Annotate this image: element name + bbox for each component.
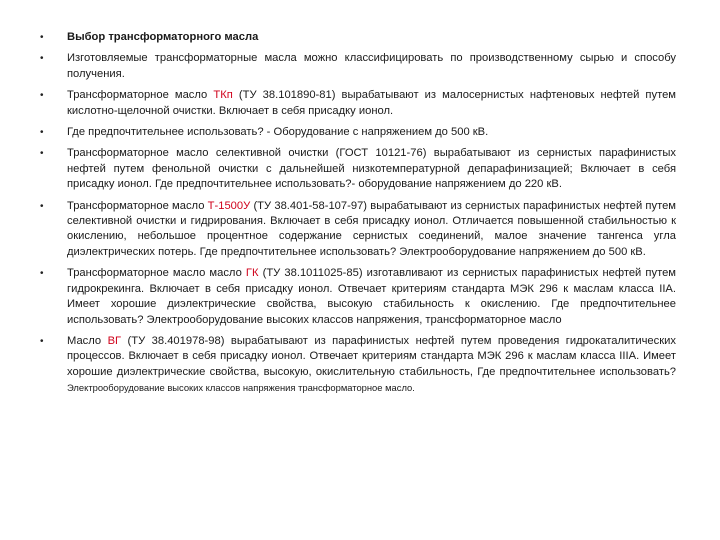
- bullet-icon: •: [40, 148, 44, 160]
- bullet-icon: •: [40, 268, 44, 280]
- bullet-icon: •: [40, 200, 44, 212]
- item-text: Трансформаторное масло селективной очистки (ГОСТ 10121-76) вырабатывают из сернистых парафинистых нефтей путем фенольной очистки с дальнейшей низкотемпературной депарафинизацией; Включает в себя присадку ионол. Где предпочтительнее использовать?- оборудование напряжением до 220 кВ.: [67, 147, 676, 191]
- item-text-pre: Масло: [67, 334, 108, 347]
- list-item: [40, 88, 676, 119]
- oil-grade-label: ТКп: [213, 89, 233, 102]
- item-text: Где предпочтительнее использовать? - Оборудование с напряжением до 500 кВ.: [67, 126, 489, 139]
- list-item: [40, 266, 676, 328]
- bullet-icon: •: [40, 53, 44, 65]
- item-text-pre: Трансформаторное масло масло: [67, 267, 246, 280]
- list-item: [40, 146, 676, 192]
- item-text-pre: Трансформаторное масло: [67, 199, 208, 212]
- list-item: [40, 30, 676, 45]
- list-item: [40, 199, 676, 261]
- item-text-small: Электрооборудование высоких классов напряжения трансформаторное масло.: [67, 382, 415, 394]
- item-text-post: (ТУ 38.401-58-107-97) вырабатывают из сернистых парафинистых нефтей путем селективной очистки и гидрирования. Включает в себя присадку ионол. Отличается повышенной стабильностью к окислению, небольшое процентное содержание сернистых соединений, малое значение тангенса угла диэлектрических потерь. Где предпочтительнее использовать? Электрооборудование напряжением до 500 кВ.: [67, 199, 676, 258]
- bullet-icon: •: [40, 335, 44, 347]
- list-item: [40, 51, 676, 82]
- bullet-icon: •: [40, 32, 44, 43]
- bullet-icon: •: [40, 127, 44, 139]
- list-item: [40, 334, 676, 397]
- item-text: Изготовляемые трансформаторные масла можно классифицировать по производственному сырью и способу получения.: [67, 52, 676, 80]
- list-item: [40, 125, 676, 140]
- item-text-post: (ТУ 38.1011025-85) изготавливают из сернистых парафинистых нефтей путем гидрокрекинга. Включает в себя присадку ионол. Отвечает критериям стандарта МЭК 296 к маслам класса IIА. Имеет хорошие диэлектрические свойства, высокую стабильность к окислению. Где предпочтительнее использовать? Электрооборудование высоких классов напряжения, трансформаторное масло: [67, 267, 676, 326]
- slide-title: Выбор трансформаторного масла: [67, 31, 259, 43]
- item-text-post: (ТУ 38.401978-98) вырабатывают из парафинистых нефтей путем проведения гидрокаталитических процессов. Включает в себя присадку ионол. Отвечает критериям стандарта МЭК 296 к маслам класса IIIА. Имеет хорошие диэлектрические свойства, высокую, окислительную стабильность, Где предпочтительнее использовать?: [67, 334, 676, 378]
- bullet-icon: •: [40, 90, 44, 102]
- item-text-pre: Трансформаторное масло: [67, 89, 214, 102]
- item-text-post: (ТУ 38.101890-81) вырабатывают из малосернистых нафтеновых нефтей путем кислотно-щелочной очистки. Включает в себя присадку ионол.: [67, 89, 676, 117]
- bullet-list: [40, 30, 676, 403]
- oil-grade-label: ГК: [245, 267, 259, 280]
- oil-grade-label: Т-1500У: [207, 199, 251, 212]
- oil-grade-label: ВГ: [107, 334, 122, 347]
